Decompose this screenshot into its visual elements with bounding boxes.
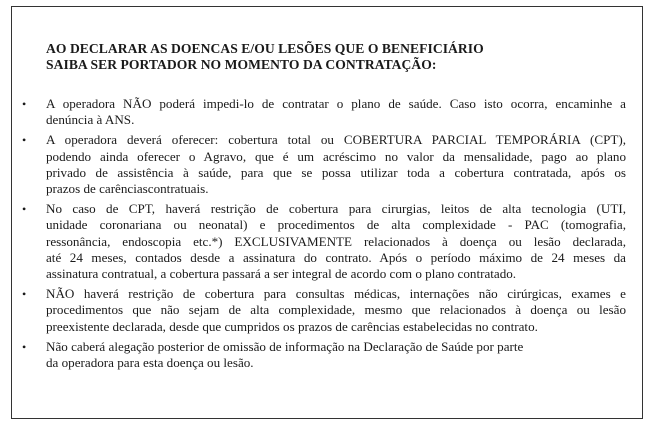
list-item — [0, 339, 658, 371]
text-line: NÃO haverá restrição de cobertura para consultas médicas, internações não cirúrgicas, exames e — [46, 286, 626, 302]
bullet-icon: • — [22, 287, 27, 302]
list-item-text — [46, 286, 626, 335]
text-line: denúncia à ANS. — [46, 112, 135, 128]
list-item — [0, 96, 658, 128]
text-line: assinatura contratual, a cobertura passará a ser integral de acordo com o plano contratado. — [46, 266, 517, 282]
text-line: podendo ainda oferecer o Agravo, que é um acréscimo no valor da mensalidade, pago ao plano — [46, 148, 626, 164]
list-item-text — [46, 339, 626, 371]
section-heading — [46, 41, 606, 73]
text-line: No caso de CPT, haverá restrição de cobertura para cirurgias, leitos de alta tecnologia (UTI, — [46, 201, 626, 217]
bullet-icon: • — [22, 202, 27, 217]
heading-line-2: SAIBA SER PORTADOR NO MOMENTO DA CONTRATAÇÃO: — [46, 57, 437, 72]
heading-line-1: AO DECLARAR AS DOENCAS E/OU LESÕES QUE O BENEFICIÁRIO — [46, 41, 484, 56]
text-line: A operadora deverá oferecer: cobertura total ou COBERTURA PARCIAL TEMPORÁRIA (CPT), — [46, 132, 626, 148]
list-item — [0, 201, 658, 282]
text-line: da operadora para esta doença ou lesão. — [46, 355, 254, 371]
list-item-text — [46, 96, 626, 128]
list-item — [0, 286, 658, 335]
text-line: preexistente declarada, desde que cumpridos os prazos de carências estabelecidas no contrato. — [46, 318, 538, 334]
text-line: unidade coronariana ou neonatal) e procedimentos de alta complexidade - PAC (tomografia, — [46, 217, 626, 233]
bullet-icon: • — [22, 133, 27, 148]
text-line: ressonância, endoscopia etc.*) EXCLUSIVAMENTE relacionados à doença ou lesão declarada, — [46, 233, 626, 249]
text-line: A operadora NÃO poderá impedi-lo de contratar o plano de saúde. Caso isto ocorra, encaminhe a — [46, 96, 626, 111]
list-item — [0, 132, 658, 197]
text-line: procedimentos que não sejam de alta complexidade, mesmo que relacionados à doença ou lesão — [46, 302, 626, 318]
list-item-text — [46, 201, 626, 282]
list-item-text — [46, 132, 626, 197]
text-line: prazos de carênciascontratuais. — [46, 181, 209, 197]
bullet-icon: • — [22, 97, 27, 111]
text-line: privado de assistência à saúde, para que se possa utilizar toda a cobertura contratada, após os — [46, 164, 626, 180]
bullet-icon: • — [22, 339, 27, 354]
text-line: Não caberá alegação posterior de omissão de informação na Declaração de Saúde por parte — [46, 338, 524, 354]
text-line: até 24 meses, contados desde a assinatura do contrato. Após o período máximo de 24 meses da — [46, 249, 626, 265]
rules-list — [0, 96, 658, 375]
